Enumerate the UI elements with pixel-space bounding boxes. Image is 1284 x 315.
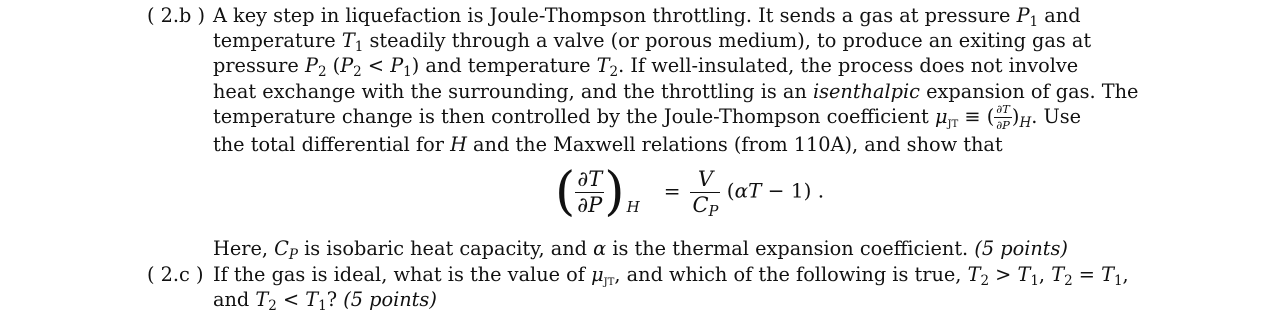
problem-2c-text: If the gas is ideal, what is the value of $\mu_{JT}$, and which of the following is true, $T_2 > T_1$, $T_2 = T_1$, and $T_2 < T_1$? (5 points) (213, 263, 1129, 315)
line-5: temperature change is then controlled by the Joule-Thompson coefficient $\mu_{JT}$ ≡ ( $\frac{\partial T}{\partial P}$ )$_H$. Use (213, 101, 1082, 133)
line-3: pressure $P_2$ $(P_2 < P_1)$ and temperature $T_2$. If well-insulated, the process does not involve (213, 54, 1079, 81)
line-2: temperature $T_1$ steadily through a valve (or porous medium), to produce an exiting gas at (213, 29, 1092, 56)
points-2c: (5 points) (343, 288, 437, 312)
problem-2c-label: ( 2.c ) (147, 263, 204, 286)
problem-2b-followup: Here, $C_P$ is isobaric heat capacity, and α is the thermal expansion coefficient. (5 points) (213, 237, 1068, 263)
problem-2b-label: ( 2.b ) (147, 4, 206, 27)
line-1: A key step in liquefaction is Joule-Thompson throttling. It sends a gas at pressure $P_1$ and (213, 4, 1081, 30)
line-4: heat exchange with the surrounding, and the throttling is an isenthalpic expansion of gas. The (213, 79, 1139, 103)
problem-2b-text (213, 3, 1139, 157)
points-2b: (5 points) (974, 237, 1068, 260)
line-6: the total differential for H and the Maxwell relations (from 110A), and show that (213, 132, 1003, 156)
display-equation: ( $\frac{\partial T}{\partial P}$ ) $_H$= $\frac{V}{C_P}$ (αT − 1) . (555, 162, 825, 222)
